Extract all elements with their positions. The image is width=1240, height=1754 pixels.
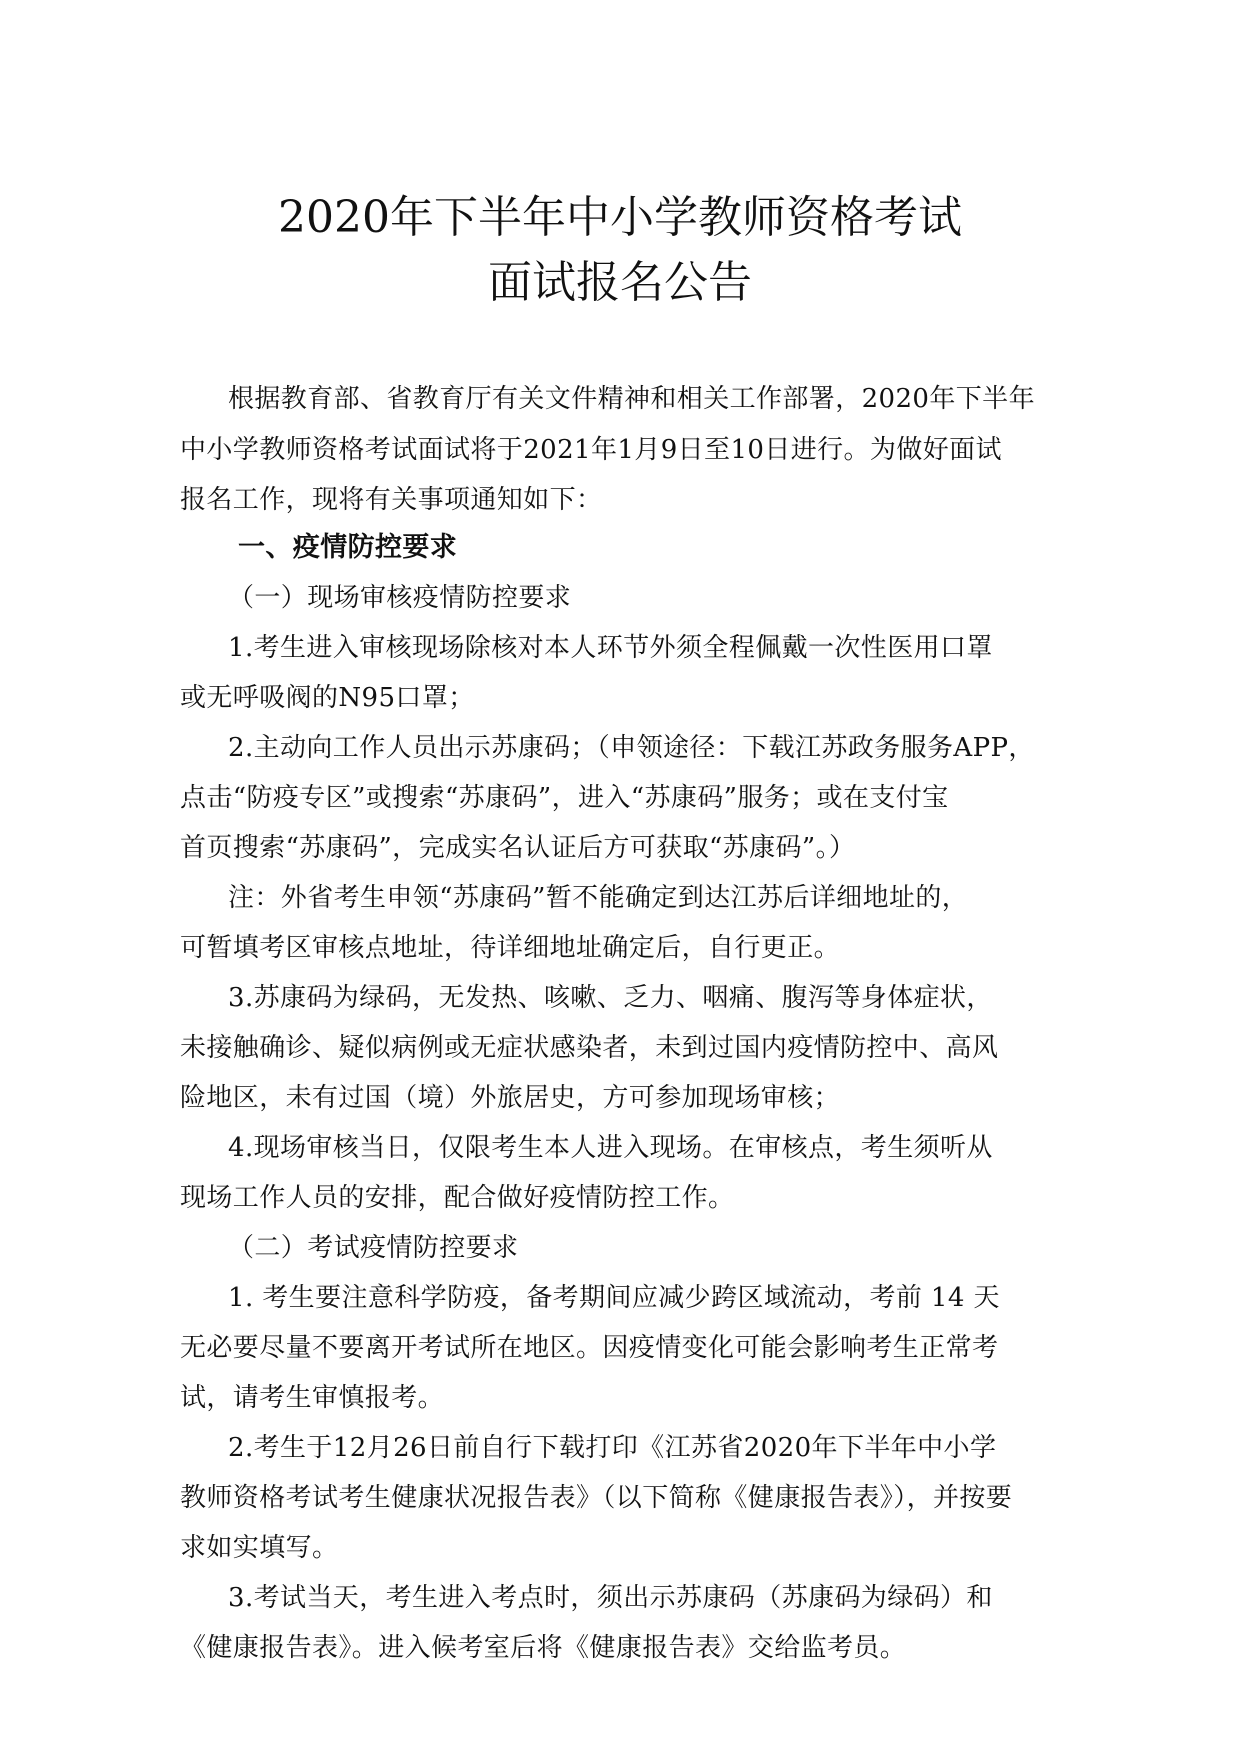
paragraph-line: 《健康报告表》。进入候考室后将《健康报告表》交给监考员。 [180, 1633, 907, 1663]
document-title-line-2: 面试报名公告 [488, 257, 752, 308]
document-title-line-1: 2020年下半年中小学教师资格考试 [278, 192, 962, 243]
paragraph-line: 2.考生于12月26日前自行下载打印《江苏省2020年下半年中小学 [228, 1433, 997, 1463]
paragraph-line: 无必要尽量不要离开考试所在地区。因疫情变化可能会影响考生正常考 [180, 1333, 999, 1363]
paragraph-line: 教师资格考试考生健康状况报告表》（以下简称《健康报告表》），并按要 [180, 1483, 1013, 1513]
paragraph-line: 根据教育部、省教育厅有关文件精神和相关工作部署，2020年下半年 [228, 384, 1035, 414]
paragraph-line: 1.考生进入审核现场除核对本人环节外须全程佩戴一次性医用口罩 [228, 633, 993, 663]
paragraph-line: 试，请考生审慎报考。 [180, 1383, 445, 1413]
paragraph-line: 1. 考生要注意科学防疫，备考期间应减少跨区域流动，考前 14 天 [228, 1283, 1000, 1313]
subsection-heading: （一）现场审核疫情防控要求 [228, 583, 572, 613]
paragraph-line: 现场工作人员的安排，配合做好疫情防控工作。 [180, 1183, 735, 1213]
paragraph-line: 险地区，未有过国（境）外旅居史，方可参加现场审核； [180, 1083, 841, 1113]
paragraph-line: 报名工作，现将有关事项通知如下： [180, 485, 603, 515]
note-line: 注：外省考生申领“苏康码”暂不能确定到达江苏后详细地址的， [228, 883, 969, 913]
paragraph-line: 3.苏康码为绿码，无发热、咳嗽、乏力、咽痛、腹泻等身体症状， [228, 983, 993, 1013]
subsection-heading: （二）考试疫情防控要求 [228, 1233, 519, 1263]
paragraph-line: 或无呼吸阀的N95口罩； [180, 683, 475, 713]
paragraph-line: 求如实填写。 [180, 1533, 339, 1563]
paragraph-line: 点击“防疫专区”或搜索“苏康码”，进入“苏康码”服务；或在支付宝 [180, 783, 949, 813]
paragraph-line: 4.现场审核当日，仅限考生本人进入现场。在审核点，考生须听从 [228, 1133, 993, 1163]
paragraph-line: 3.考试当天，考生进入考点时，须出示苏康码（苏康码为绿码）和 [228, 1583, 993, 1613]
note-line: 可暂填考区审核点地址，待详细地址确定后，自行更正。 [180, 933, 841, 963]
paragraph-line: 中小学教师资格考试面试将于2021年1月9日至10日进行。为做好面试 [180, 435, 1002, 465]
paragraph-line: 未接触确诊、疑似病例或无症状感染者，未到过国内疫情防控中、高风 [180, 1033, 999, 1063]
paragraph-line: 首页搜索“苏康码”，完成实名认证后方可获取“苏康码”。） [180, 833, 856, 863]
paragraph-line: 2.主动向工作人员出示苏康码；（申领途径：下载江苏政务服务APP， [228, 733, 1035, 763]
section-heading: 一、疫情防控要求 [238, 532, 458, 563]
